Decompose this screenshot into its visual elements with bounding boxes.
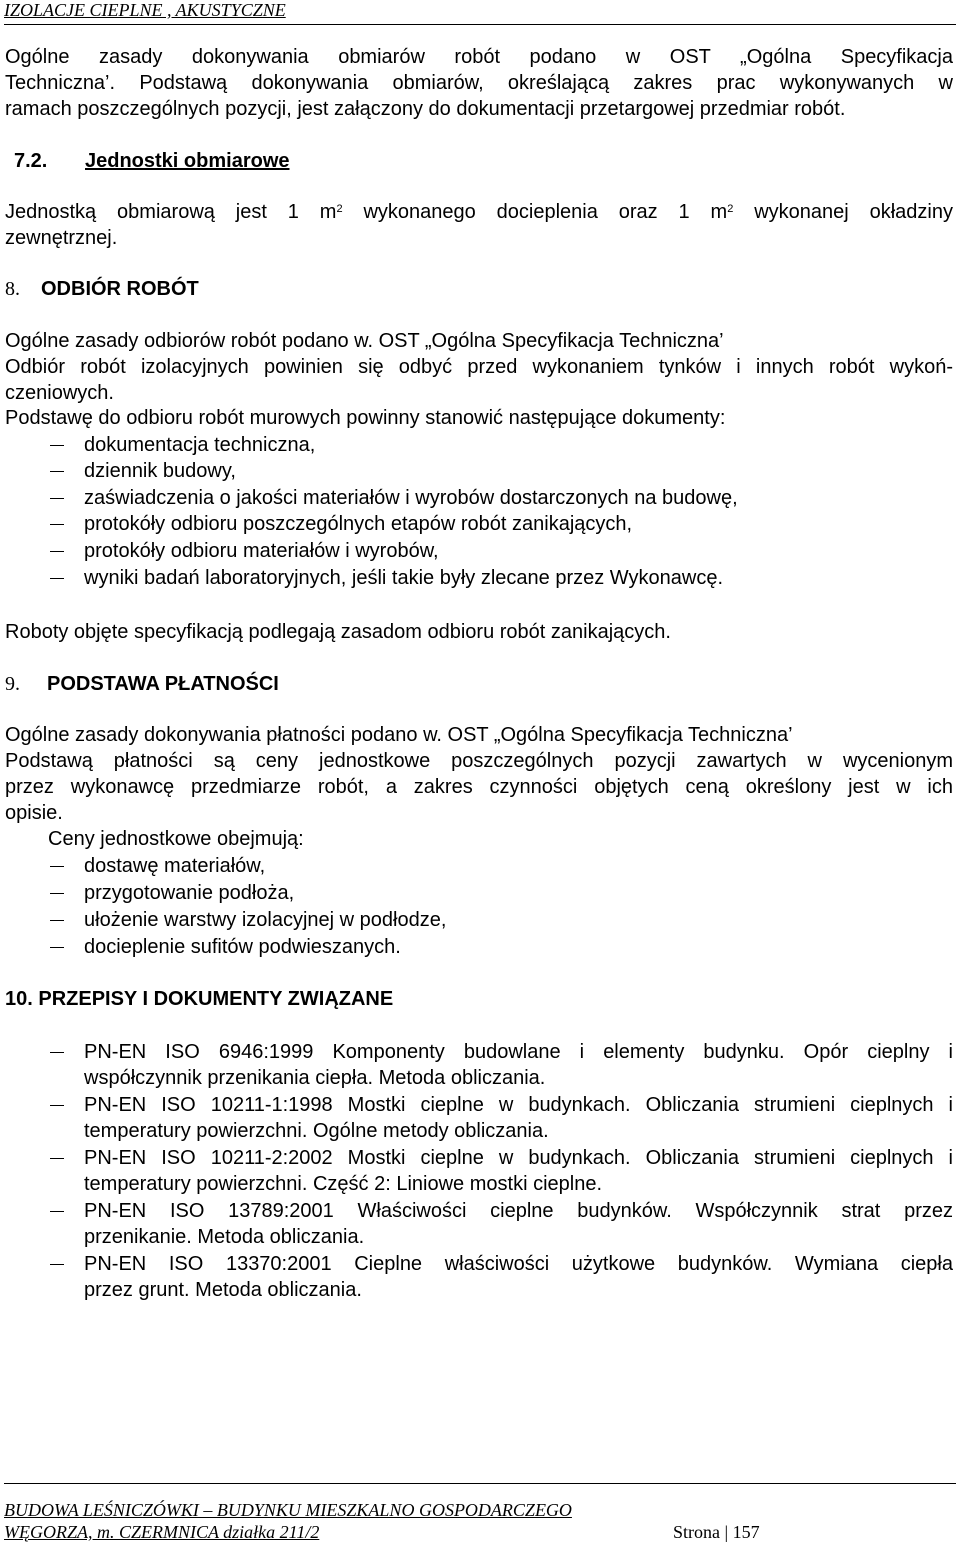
s10-item-line-2: przenikanie. Metoda obliczania.: [84, 1226, 365, 1248]
list-dash: [50, 920, 64, 921]
list-dash: [50, 947, 64, 948]
s8-paragraph-3: Podstawę do odbioru robót murowych powinny stanowić następujące dokumenty:: [5, 407, 726, 429]
s10-item-line-1: PN-EN ISO 6946:1999 Komponenty budowlane i elementy budynku. Opór cieplny i: [84, 1041, 953, 1063]
list-dash: [50, 1264, 64, 1265]
section-8-title: ODBIÓR ROBÓT: [41, 278, 199, 300]
list-dash: [50, 866, 64, 867]
s8-list-item: wyniki badań laboratoryjnych, jeśli takie były zlecane przez Wykonawcę.: [84, 567, 724, 589]
s10-item-line-1: PN-EN ISO 10211-1:1998 Mostki cieplne w budynkach. Obliczania strumieni cieplnych i: [84, 1094, 953, 1116]
s9-paragraph-3: Ceny jednostkowe obejmują:: [48, 828, 304, 850]
s9-paragraph-2-line-2: przez wykonawcę przedmiarze robót, a zakres czynności objętych ceną określony jest w ich: [5, 776, 953, 798]
s10-list-item: [84, 1092, 953, 1144]
s10-item-line-2: przez grunt. Metoda obliczania.: [84, 1279, 362, 1301]
s9-list-item: dostawę materiałów,: [84, 855, 266, 877]
s10-list-item: [84, 1198, 953, 1250]
list-dash: [50, 1211, 64, 1212]
s10-item-line-1: PN-EN ISO 13370:2001 Cieplne właściwości użytkowe budynków. Wymiana ciepła: [84, 1253, 953, 1275]
s10-item-line-2: temperatury powierzchni. Ogólne metody obliczania.: [84, 1120, 549, 1142]
s9-paragraph-2-line-3: opisie.: [5, 802, 63, 824]
list-dash: [50, 471, 64, 472]
s10-list-item: [84, 1251, 953, 1303]
list-dash: [50, 578, 64, 579]
unit-paragraph-line-1: [5, 199, 953, 225]
unit-text-b: wykonanego docieplenia oraz 1 m: [342, 201, 728, 223]
footer-project-line: BUDOWA LEŚNICZÓWKI – BUDYNKU MIESZKALNO GOSPODARCZEGO: [4, 1500, 572, 1520]
page-indicator: [673, 1522, 760, 1542]
s8-list-item: dokumentacja techniczna,: [84, 434, 316, 456]
intro-line-2: Techniczna’. Podstawą dokonywania obmiarów, określającą zakres prac wykonywanych w: [5, 72, 953, 94]
s9-list-item: ułożenie warstwy izolacyjnej w podłodze,: [84, 909, 447, 931]
s8-paragraph-2-line-1: Odbiór robót izolacyjnych powinien się odbyć przed wykonaniem tynków i innych robót wykoń-: [5, 356, 953, 378]
section-7-2-number: 7.2.: [14, 150, 48, 172]
s8-paragraph-4: Roboty objęte specyfikacją podlegają zasadom odbioru robót zanikających.: [5, 621, 671, 643]
list-dash: [50, 524, 64, 525]
unit-sup-a: 2: [336, 203, 343, 215]
page-number: 157: [732, 1522, 760, 1542]
list-dash: [50, 1105, 64, 1106]
footer-location-line: WĘGORZA, m. CZERMNICA działka 211/2: [4, 1522, 320, 1542]
s9-list-item: przygotowanie podłoża,: [84, 882, 295, 904]
section-9-number: 9.: [5, 673, 20, 695]
s10-item-line-2: współczynnik przenikania ciepła. Metoda obliczania.: [84, 1067, 546, 1089]
list-dash: [50, 498, 64, 499]
s8-list-item: zaświadczenia o jakości materiałów i wyrobów dostarczonych na budowę,: [84, 487, 738, 509]
section-10-title: 10. PRZEPISY I DOKUMENTY ZWIĄZANE: [5, 988, 394, 1010]
list-dash: [50, 1158, 64, 1159]
list-dash: [50, 551, 64, 552]
unit-sup-b: 2: [727, 203, 734, 215]
s9-paragraph-2-line-1: Podstawą płatności są ceny jednostkowe poszczególnych pozycji zawartych w wycenionym: [5, 750, 953, 772]
s10-item-line-1: PN-EN ISO 13789:2001 Właściwości cieplne budynków. Współczynnik strat przez: [84, 1200, 953, 1222]
list-dash: [50, 445, 64, 446]
s8-paragraph-2-line-2: czeniowych.: [5, 382, 114, 404]
page-separator: |: [724, 1522, 729, 1542]
s8-list-item: protokóły odbioru materiałów i wyrobów,: [84, 540, 439, 562]
s8-paragraph-1: Ogólne zasady odbiorów robót podano w. OST „Ogólna Specyfikacja Techniczna’: [5, 330, 724, 352]
s10-list-item: [84, 1145, 953, 1197]
list-dash: [50, 1052, 64, 1053]
section-9-title: PODSTAWA PŁATNOŚCI: [47, 673, 279, 695]
s10-list-item: [84, 1039, 953, 1091]
s10-item-line-2: temperatury powierzchni. Część 2: Liniowe mostki cieplne.: [84, 1173, 602, 1195]
footer-divider: [4, 1483, 956, 1484]
intro-line-1: Ogólne zasady dokonywania obmiarów robót podano w OST „Ogólna Specyfikacja: [5, 46, 953, 68]
s9-paragraph-1: Ogólne zasady dokonywania płatności podano w. OST „Ogólna Specyfikacja Techniczna’: [5, 724, 793, 746]
s9-list-item: docieplenie sufitów podwieszanych.: [84, 936, 401, 958]
page-label: Strona: [673, 1522, 720, 1542]
s10-item-line-1: PN-EN ISO 10211-2:2002 Mostki cieplne w budynkach. Obliczania strumieni cieplnych i: [84, 1147, 953, 1169]
section-7-2-title: Jednostki obmiarowe: [85, 150, 290, 172]
intro-line-3: ramach poszczególnych pozycji, jest załączony do dokumentacji przetargowej przedmiar robót.: [5, 98, 846, 120]
section-8-number: 8.: [5, 278, 20, 300]
header-title: IZOLACJE CIEPLNE , AKUSTYCZNE: [4, 0, 286, 20]
s8-list-item: protokóły odbioru poszczególnych etapów robót zanikających,: [84, 513, 633, 535]
unit-paragraph-line-2: zewnętrznej.: [5, 227, 118, 249]
header-divider: [4, 24, 956, 25]
s8-list-item: dziennik budowy,: [84, 460, 236, 482]
unit-text-a: Jednostką obmiarową jest 1 m: [5, 201, 337, 223]
list-dash: [50, 893, 64, 894]
unit-text-c: wykonanej okładziny: [733, 201, 953, 223]
